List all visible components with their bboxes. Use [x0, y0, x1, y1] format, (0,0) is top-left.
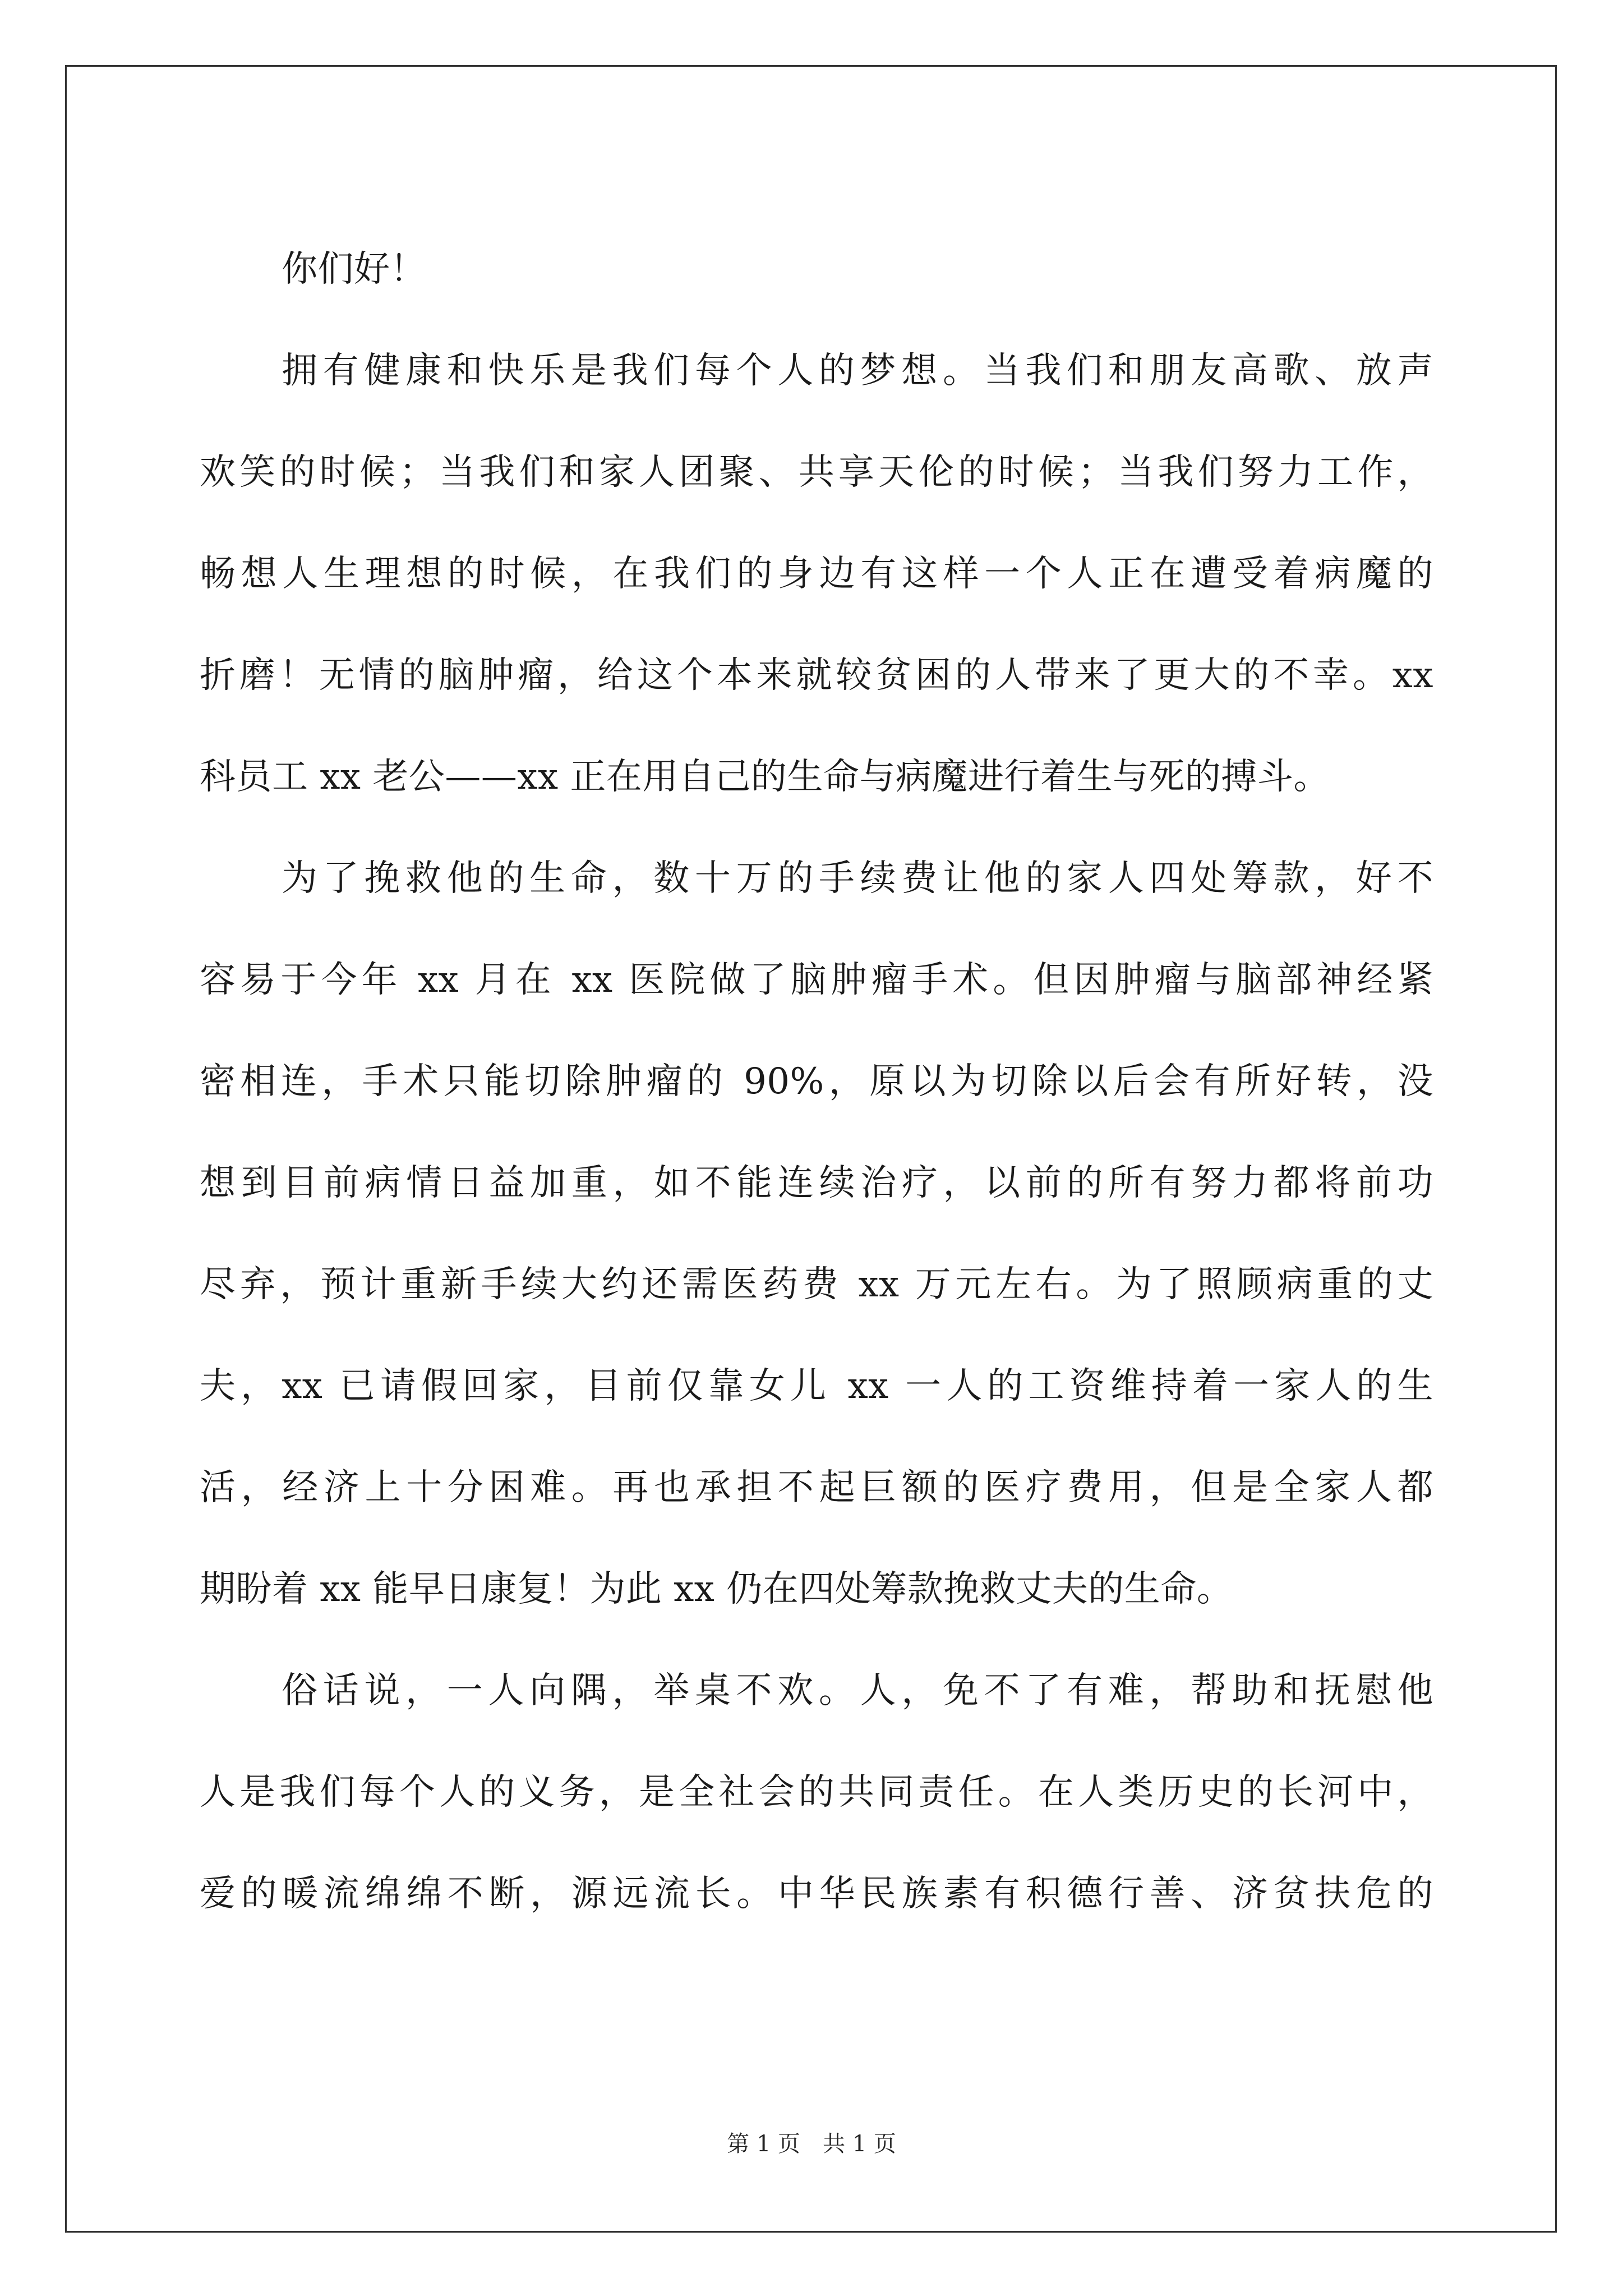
paragraph-1-line-3: 畅想人生理想的时候，在我们的身边有这样一个人正在遭受着病魔的 — [200, 553, 1433, 595]
paragraph-3-line-1: 俗话说，一人向隅，举桌不欢。人，免不了有难，帮助和抚慰他 — [282, 1670, 1433, 1711]
paragraph-2-line-1: 为了挽救他的生命，数十万的手续费让他的家人四处筹款，好不 — [282, 858, 1433, 899]
document-body — [200, 219, 1433, 1945]
paragraph-1-line-4: 折磨！无情的脑肿瘤，给这个本来就较贫困的人带来了更大的不幸。xx — [200, 655, 1433, 696]
paragraph-3-line-3: 爱的暖流绵绵不断，源远流长。中华民族素有积德行善、济贫扶危的 — [200, 1873, 1433, 1915]
paragraph-2-line-3: 密相连，手术只能切除肿瘤的 90%，原以为切除以后会有所好转，没 — [200, 1061, 1433, 1102]
paragraph-2-line-6: 夫，xx 已请假回家，目前仅靠女儿 xx 一人的工资维持着一家人的生 — [200, 1365, 1433, 1407]
paragraph-2-line-7: 活，经济上十分困难。再也承担不起巨额的医疗费用，但是全家人都 — [200, 1467, 1433, 1508]
paragraph-1-line-1: 拥有健康和快乐是我们每个人的梦想。当我们和朋友高歌、放声 — [282, 350, 1433, 392]
paragraph-2-line-2: 容易于今年 xx 月在 xx 医院做了脑肿瘤手术。但因肿瘤与脑部神经紧 — [200, 959, 1433, 1001]
paragraph-3-line-2: 人是我们每个人的义务，是全社会的共同责任。在人类历史的长河中， — [200, 1772, 1433, 1813]
paragraph-2-line-8: 期盼着 xx 能早日康复！为此 xx 仍在四处筹款挽救丈夫的生命。 — [200, 1568, 1233, 1610]
paragraph-1-line-2: 欢笑的时候；当我们和家人团聚、共享天伦的时候；当我们努力工作， — [200, 452, 1433, 493]
paragraph-2-line-5: 尽弃，预计重新手续大约还需医药费 xx 万元左右。为了照顾病重的丈 — [200, 1264, 1433, 1305]
greeting-line: 你们好！ — [282, 249, 426, 290]
paragraph-1-line-5: 科员工 xx 老公——xx 正在用自己的生命与病魔进行着生与死的搏斗。 — [200, 756, 1330, 798]
page-footer: 第 1 页 共 1 页 — [727, 2131, 896, 2157]
paragraph-2-line-4: 想到目前病情日益加重，如不能连续治疗，以前的所有努力都将前功 — [200, 1162, 1433, 1204]
